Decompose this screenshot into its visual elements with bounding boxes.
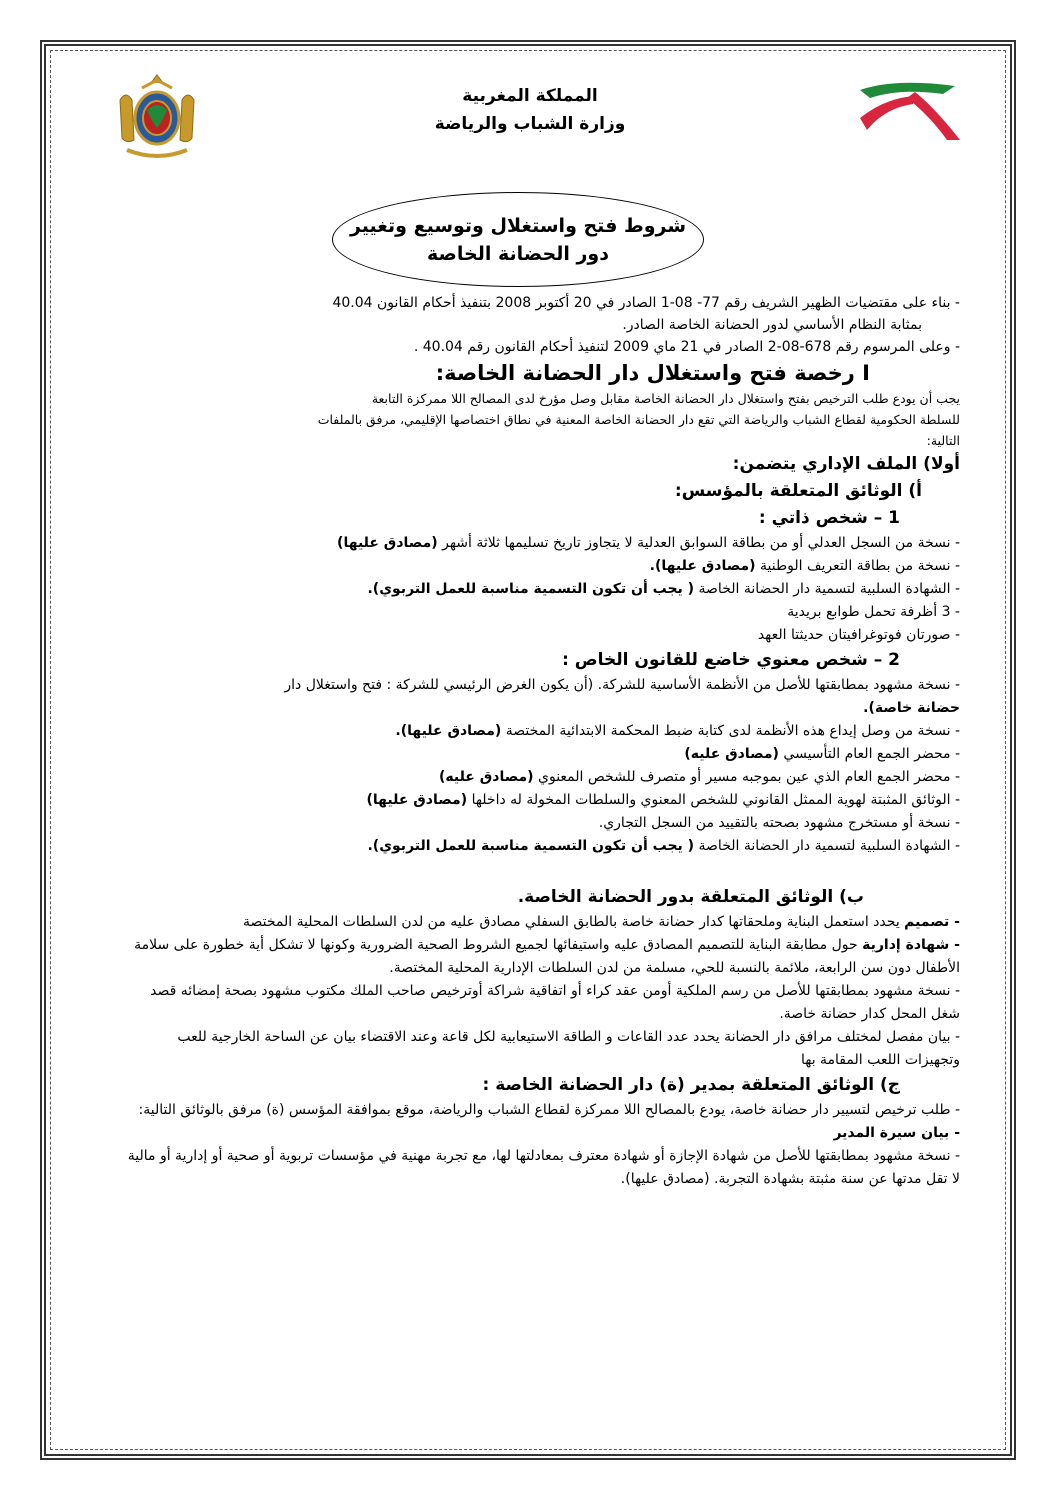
intro-references [122,292,960,358]
paragraph-line: يجب أن يودع طلب الترخيص بفتح واستغلال دار الحضانة الخاصة مقابل وصل مؤرخ لدى المصالح اللا ممركزة التابعة [371,391,960,406]
list-item: - الوثائق المثبتة لهوية الممثل القانوني للشخص المعنوي والسلطات المخولة له داخلها (مصادق عليها) [366,792,960,808]
director-docs-title: ج) الوثائق المتعلقة بمدير (ة) دار الحضانة الخاصة : [482,1075,900,1095]
list-item: حضانة خاصة). [863,700,960,716]
intro-line: - وعلى المرسوم رقم 678-08-2 الصادر في 21 ماي 2009 لتنفيذ أحكام القانون رقم 40.04 . [413,339,960,355]
list-item: - نسخة مشهود بمطابقتها للأصل من الأنظمة الأساسية للشركة. (أن يكون الغرض الرئيسي للشركة : فتح واستغلال دار [284,677,960,693]
ministry-name: وزارة الشباب والرياضة [434,114,626,134]
legal-person-title: 2 – شخص معنوي خاضع للقانون الخاص : [562,650,900,670]
nursery-docs-title: ب) الوثائق المتعلقة بدور الحضانة الخاصة. [517,887,864,907]
natural-person-list [122,532,960,647]
list-item: - شهادة إدارية حول مطابقة البناية للتصميم المصادق عليه واستيفائها لجميع الشروط الصحية الضرورية وكونها لا تشكل أية خطورة على سلامة الأطفال دون سن الرابعة، ملائمة بالنسبة للحي، مسلمة من لدن السلطات الإدارية المحلية المختصة. [134,937,960,976]
list-item: - بيان مفصل لمختلف مرافق دار الحضانة يحدد عدد القاعات و الطاقة الاستيعابية لكل قاعة وعند الاقتضاء بيان عن الساحة الخارجية للعب وتجهيزات اللعب المقامة بها [177,1029,960,1068]
list-item: - محضر الجمع العام الذي عين بموجبه مسير أو متصرف للشخص المعنوي (مصادق عليه) [438,769,960,785]
natural-person-title: 1 – شخص ذاتي : [758,508,900,528]
list-item: - تصميم يحدد استعمل البناية وملحقاتها كدار حضانة خاصة بالطابق السفلي مصادق عليه من لدن السلطات المحلية المختصة [242,914,960,930]
list-item: - نسخة من السجل العدلي أو من بطاقة السوابق العدلية لا يتجاوز تاريخ تسليمها ثلاثة أشهر (مصادق عليها) [337,535,960,551]
list-item: - نسخة أو مستخرج مشهود بصحته بالتقييد من السجل التجاري. [598,815,960,831]
section-title: I رخصة فتح واستغلال دار الحضانة الخاصة: [435,361,870,385]
director-docs-list [122,1099,960,1191]
paragraph-line: التالية: [926,433,960,448]
paragraph-line: للسلطة الحكومية لقطاع الشباب والرياضة التي تقع دار الحضانة الخاصة المعنية في نطاق اختصاصها الإقليمي، مرفق بالملفات [317,412,960,427]
royal-coat-of-arms-icon [112,70,202,165]
admin-file-title: أولا) الملف الإداري يتضمن: [732,454,960,474]
list-item: - صورتان فوتوغرافيتان حديثتا العهد [757,627,960,643]
list-item: - 3 أظرفة تحمل طوابع بريدية [787,604,960,620]
founder-docs-title: أ) الوثائق المتعلقة بالمؤسس: [674,481,922,501]
title-line-2: دور الحضانة الخاصة [427,242,609,265]
list-item: - الشهادة السلبية لتسمية دار الحضانة الخاصة ( يجب أن تكون التسمية مناسبة للعمل التربوي). [367,581,960,597]
list-item: - بيان سيرة المدير [833,1125,960,1141]
section-paragraph [122,388,960,451]
list-item: - نسخة مشهود بمطابقتها للأصل من شهادة الإجازة أو شهادة معترف بمعادلتها لها، مع تجربة مهنية في مؤسسات تربوية أو صحية أو إدارية أو مالية لا تقل مدتها عن سنة مثبتة بشهادة التجربة. (مصادق عليها). [127,1148,960,1187]
document-body [122,292,960,1191]
list-item: - نسخة مشهود بمطابقتها للأصل من رسم الملكية أومن عقد كراء أو اتفاقية شراكة أوترخيص صاحب الملك مكتوب مشهود بصحة إمضائه قصد شغل المحل كدار حضانة خاصة. [150,983,960,1022]
intro-line: - بناء على مقتضيات الظهير الشريف رقم 77- 08-1 الصادر في 20 أكتوبر 2008 بتنفيذ أحكام القانون 40.04 [332,295,960,311]
nursery-docs-list [122,911,960,1072]
list-item: - طلب ترخيص لتسيير دار حضانة خاصة، يودع بالمصالح اللا ممركزة لقطاع الشباب والرياضة، موقع بموافقة المؤسس (ة) مرفق بالوثائق التالية: [138,1102,960,1118]
list-item: - نسخة من بطاقة التعريف الوطنية (مصادق عليها). [649,558,960,574]
list-item: - الشهادة السلبية لتسمية دار الحضانة الخاصة ( يجب أن تكون التسمية مناسبة للعمل التربوي). [367,838,960,854]
list-item: - نسخة من وصل إيداع هذه الأنظمة لدى كتابة ضبط المحكمة الابتدائية المختصة (مصادق عليها). [395,723,960,739]
title-line-1: شروط فتح واستغلال وتوسيع وتغيير [349,214,687,237]
header [340,82,720,138]
list-item: - محضر الجمع العام التأسيسي (مصادق عليه) [684,746,960,762]
document-title-box [332,192,704,287]
legal-person-list [122,674,960,858]
kingdom-name: المملكة المغربية [462,86,598,106]
ministry-logo-icon [855,78,965,148]
intro-line: بمثابة النظام الأساسي لدور الحضانة الخاصة الصادر. [622,317,922,333]
